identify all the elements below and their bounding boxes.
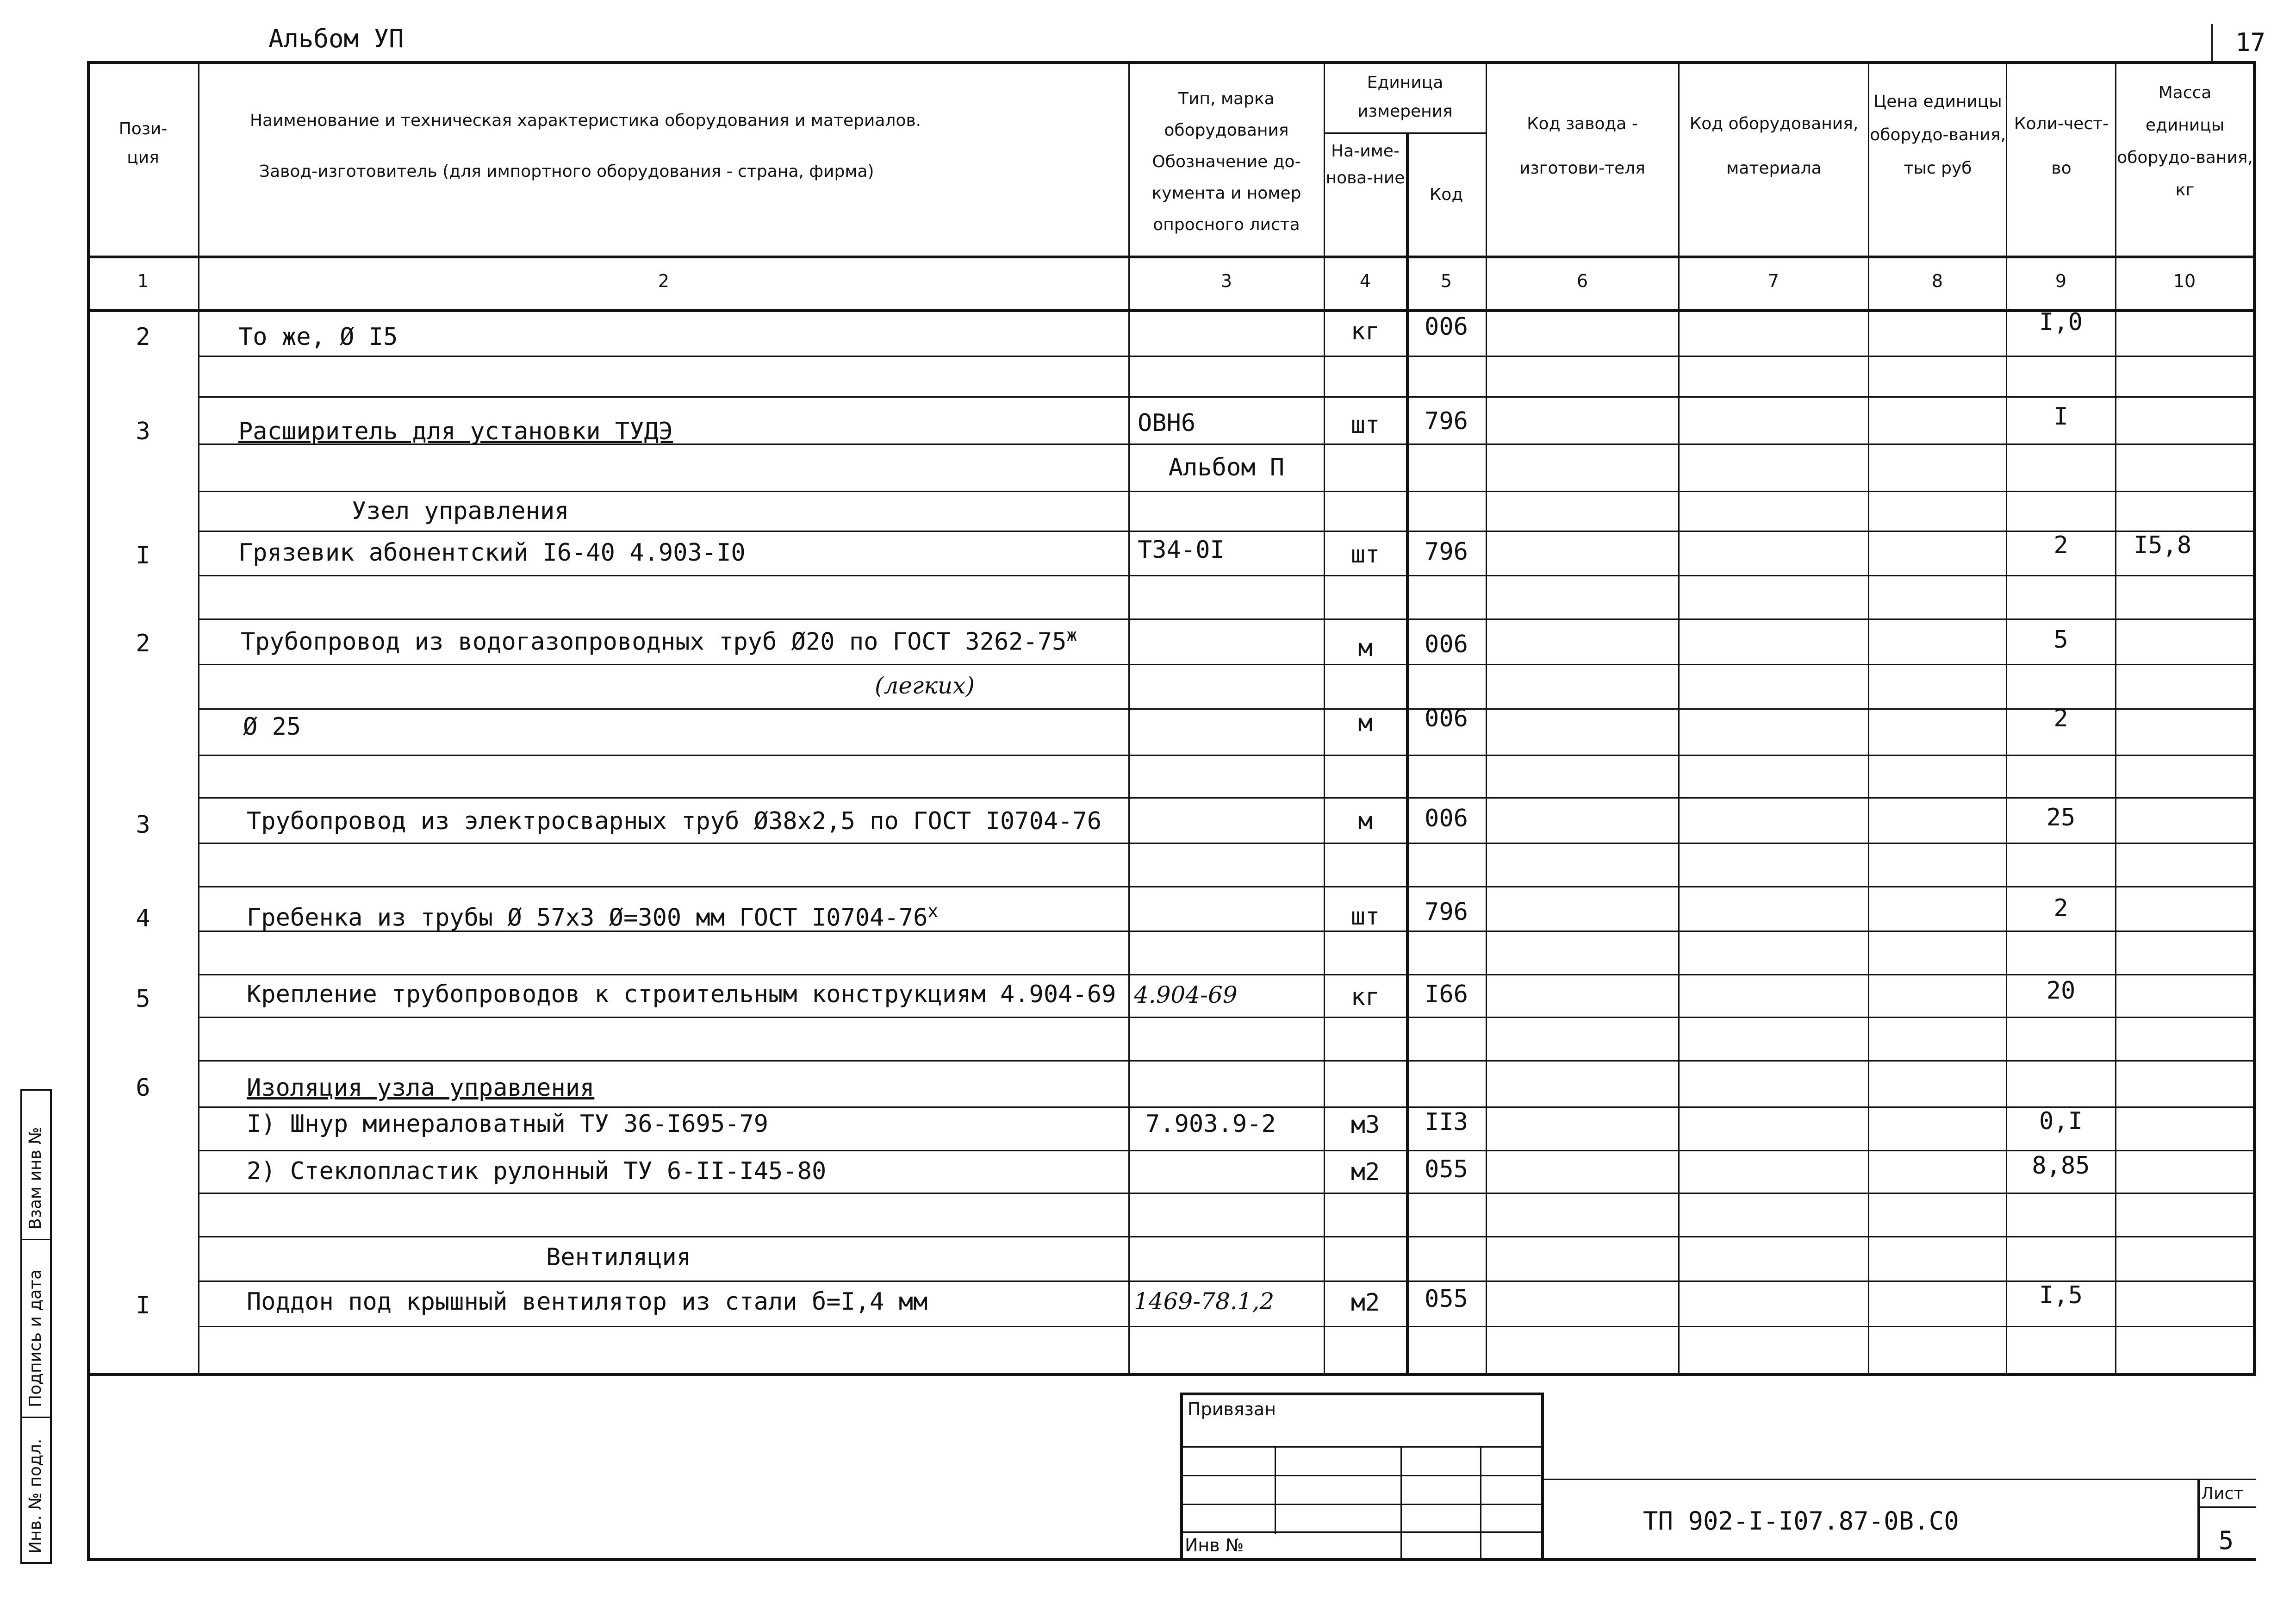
row-unit: м [1358,709,1373,737]
row-unit: шт [1350,903,1380,931]
sheet-label: Лист [2201,1484,2244,1503]
row-code: 006 [1425,805,1468,832]
section-heading: Вентиляция [546,1243,691,1271]
row-code: II3 [1425,1108,1468,1136]
header-unit-name: На-име-нова-ние [1325,142,1405,187]
colnum-10: 10 [2173,271,2196,291]
row-quantity: 2 [2053,705,2068,732]
row-position: I [136,1292,150,1319]
header-plant-code: Код завода - изготови-теля [1519,114,1645,178]
header-position-text: Пози- ция [118,119,168,167]
row-position: 6 [136,1074,150,1102]
colnum-5: 5 [1440,271,1452,291]
header-price: Цена единицы оборудо-вания, тыс руб [1870,92,2006,178]
row-code: I66 [1425,981,1468,1008]
header-unit-group: Единица измерения [1357,73,1453,121]
header-equipment-code: Код оборудования, материала [1689,114,1859,178]
row-quantity: I,0 [2039,308,2083,336]
header-name-line2: Завод-изготовитель (для импортного оборудования - страна, фирма) [259,162,874,181]
row-unit: шт [1350,411,1380,439]
row-quantity: 8,85 [2032,1152,2090,1180]
header-name-line1: Наименование и техническая характеристика оборудования и материалов. [250,111,921,130]
row-type: 1469-78.1,2 [1134,1288,1275,1315]
row-code: 055 [1425,1285,1468,1313]
row-quantity: 2 [2053,894,2068,922]
section-heading: Узел управления [352,497,569,525]
row-type: ОВН6 [1138,409,1196,437]
colnum-1: 1 [137,271,149,291]
row-unit: кг [1350,983,1380,1011]
row-mass: I5,8 [2134,531,2192,559]
row-position: 5 [136,985,150,1013]
row-position: 2 [136,630,150,657]
row-type: 4.904-69 [1134,981,1238,1008]
row-type: 7.903.9-2 [1145,1110,1276,1138]
row-unit: кг [1350,318,1380,345]
row-code: 006 [1425,313,1468,341]
row-quantity: 0,I [2039,1107,2083,1135]
row-quantity: 25 [2046,804,2076,831]
row-name: Ø 25 [243,713,301,741]
header-type: Тип, марка оборудования Обозначение до-кумента и номер опросного листа [1151,89,1301,234]
sheet-number: 5 [2218,1526,2234,1555]
page-number: 17 [2235,28,2266,57]
row-name-note: (легких) [875,672,975,699]
row-name: Поддон под крышный вентилятор из стали б=I,4 мм [247,1288,928,1316]
row-name: I) Шнур минераловатный ТУ 36-I695-79 [247,1110,769,1138]
row-position: 4 [136,905,150,932]
side-vzam: Взам инв № [26,1127,45,1230]
row-code: 006 [1425,631,1468,658]
stamp-privyazan: Привязан [1188,1399,1276,1419]
row-unit: м [1358,634,1373,662]
row-name: То же, Ø I5 [238,323,398,351]
row-unit: м [1358,807,1373,835]
row-type: Т34-0I [1138,536,1225,564]
stamp-inv-no: Инв № [1185,1535,1244,1555]
row-position: 2 [136,323,150,351]
header-mass: Масса единицы оборудо-вания, кг [2117,83,2253,200]
row-name: Расширитель для установки ТУДЭ [238,418,673,445]
header-position [88,115,198,172]
colnum-3: 3 [1220,271,1232,291]
album-title: Альбом УП [268,24,404,53]
colnum-6: 6 [1576,271,1588,291]
side-podpis: Подпись и дата [26,1269,45,1407]
row-code: 796 [1425,538,1468,566]
colnum-9: 9 [2055,271,2067,291]
row-code: 055 [1425,1156,1468,1183]
row-code: 796 [1425,898,1468,926]
row-code: 006 [1425,705,1468,732]
row-quantity: I,5 [2039,1281,2083,1309]
row-name-text: Гребенка из трубы Ø 57x3 Ø=300 мм ГОСТ I0704-76 [247,904,928,932]
row-name-text: Трубопровод из водогазопроводных труб Ø20 по ГОСТ 3262-75 [241,628,1067,656]
row-name: Изоляция узла управления [247,1074,595,1102]
colnum-8: 8 [1931,271,1943,291]
row-unit: м3 [1350,1111,1380,1139]
row-position: 3 [136,811,150,839]
document-code: ТП 902-I-I07.87-0В.С0 [1643,1506,1959,1536]
row-position: I [136,542,150,569]
row-name-superscript: ж [1066,625,1077,645]
row-unit: м2 [1350,1289,1380,1317]
side-inv-podl: Инв. № подл. [26,1438,45,1554]
row-quantity: 2 [2053,531,2068,559]
row-name-superscript: х [927,901,939,921]
colnum-2: 2 [658,271,670,291]
row-unit: м2 [1350,1158,1380,1186]
header-quantity: Коли-чест-во [2014,114,2109,178]
row-name: Крепление трубопроводов к строительным конструкциям 4.904-69 [247,981,1116,1008]
row-position: 3 [136,418,150,445]
row-name [247,901,938,931]
row-quantity: I [2053,403,2068,431]
header-unit-code: Код [1429,185,1463,204]
row-quantity: 5 [2053,626,2068,654]
row-name [241,625,1077,656]
row-name: 2) Стеклопластик рулонный ТУ 6-II-I45-80 [247,1157,827,1185]
row-quantity: 20 [2046,977,2076,1005]
row-unit: шт [1350,541,1380,568]
row-name: Трубопровод из электросварных труб Ø38x2,5 по ГОСТ I0704-76 [247,807,1102,835]
colnum-4: 4 [1359,271,1371,291]
row-code: 796 [1425,407,1468,435]
row-type: Альбом П [1168,454,1285,481]
colnum-7: 7 [1767,271,1780,291]
row-name: Грязевик абонентский I6-40 4.903-I0 [238,539,746,567]
